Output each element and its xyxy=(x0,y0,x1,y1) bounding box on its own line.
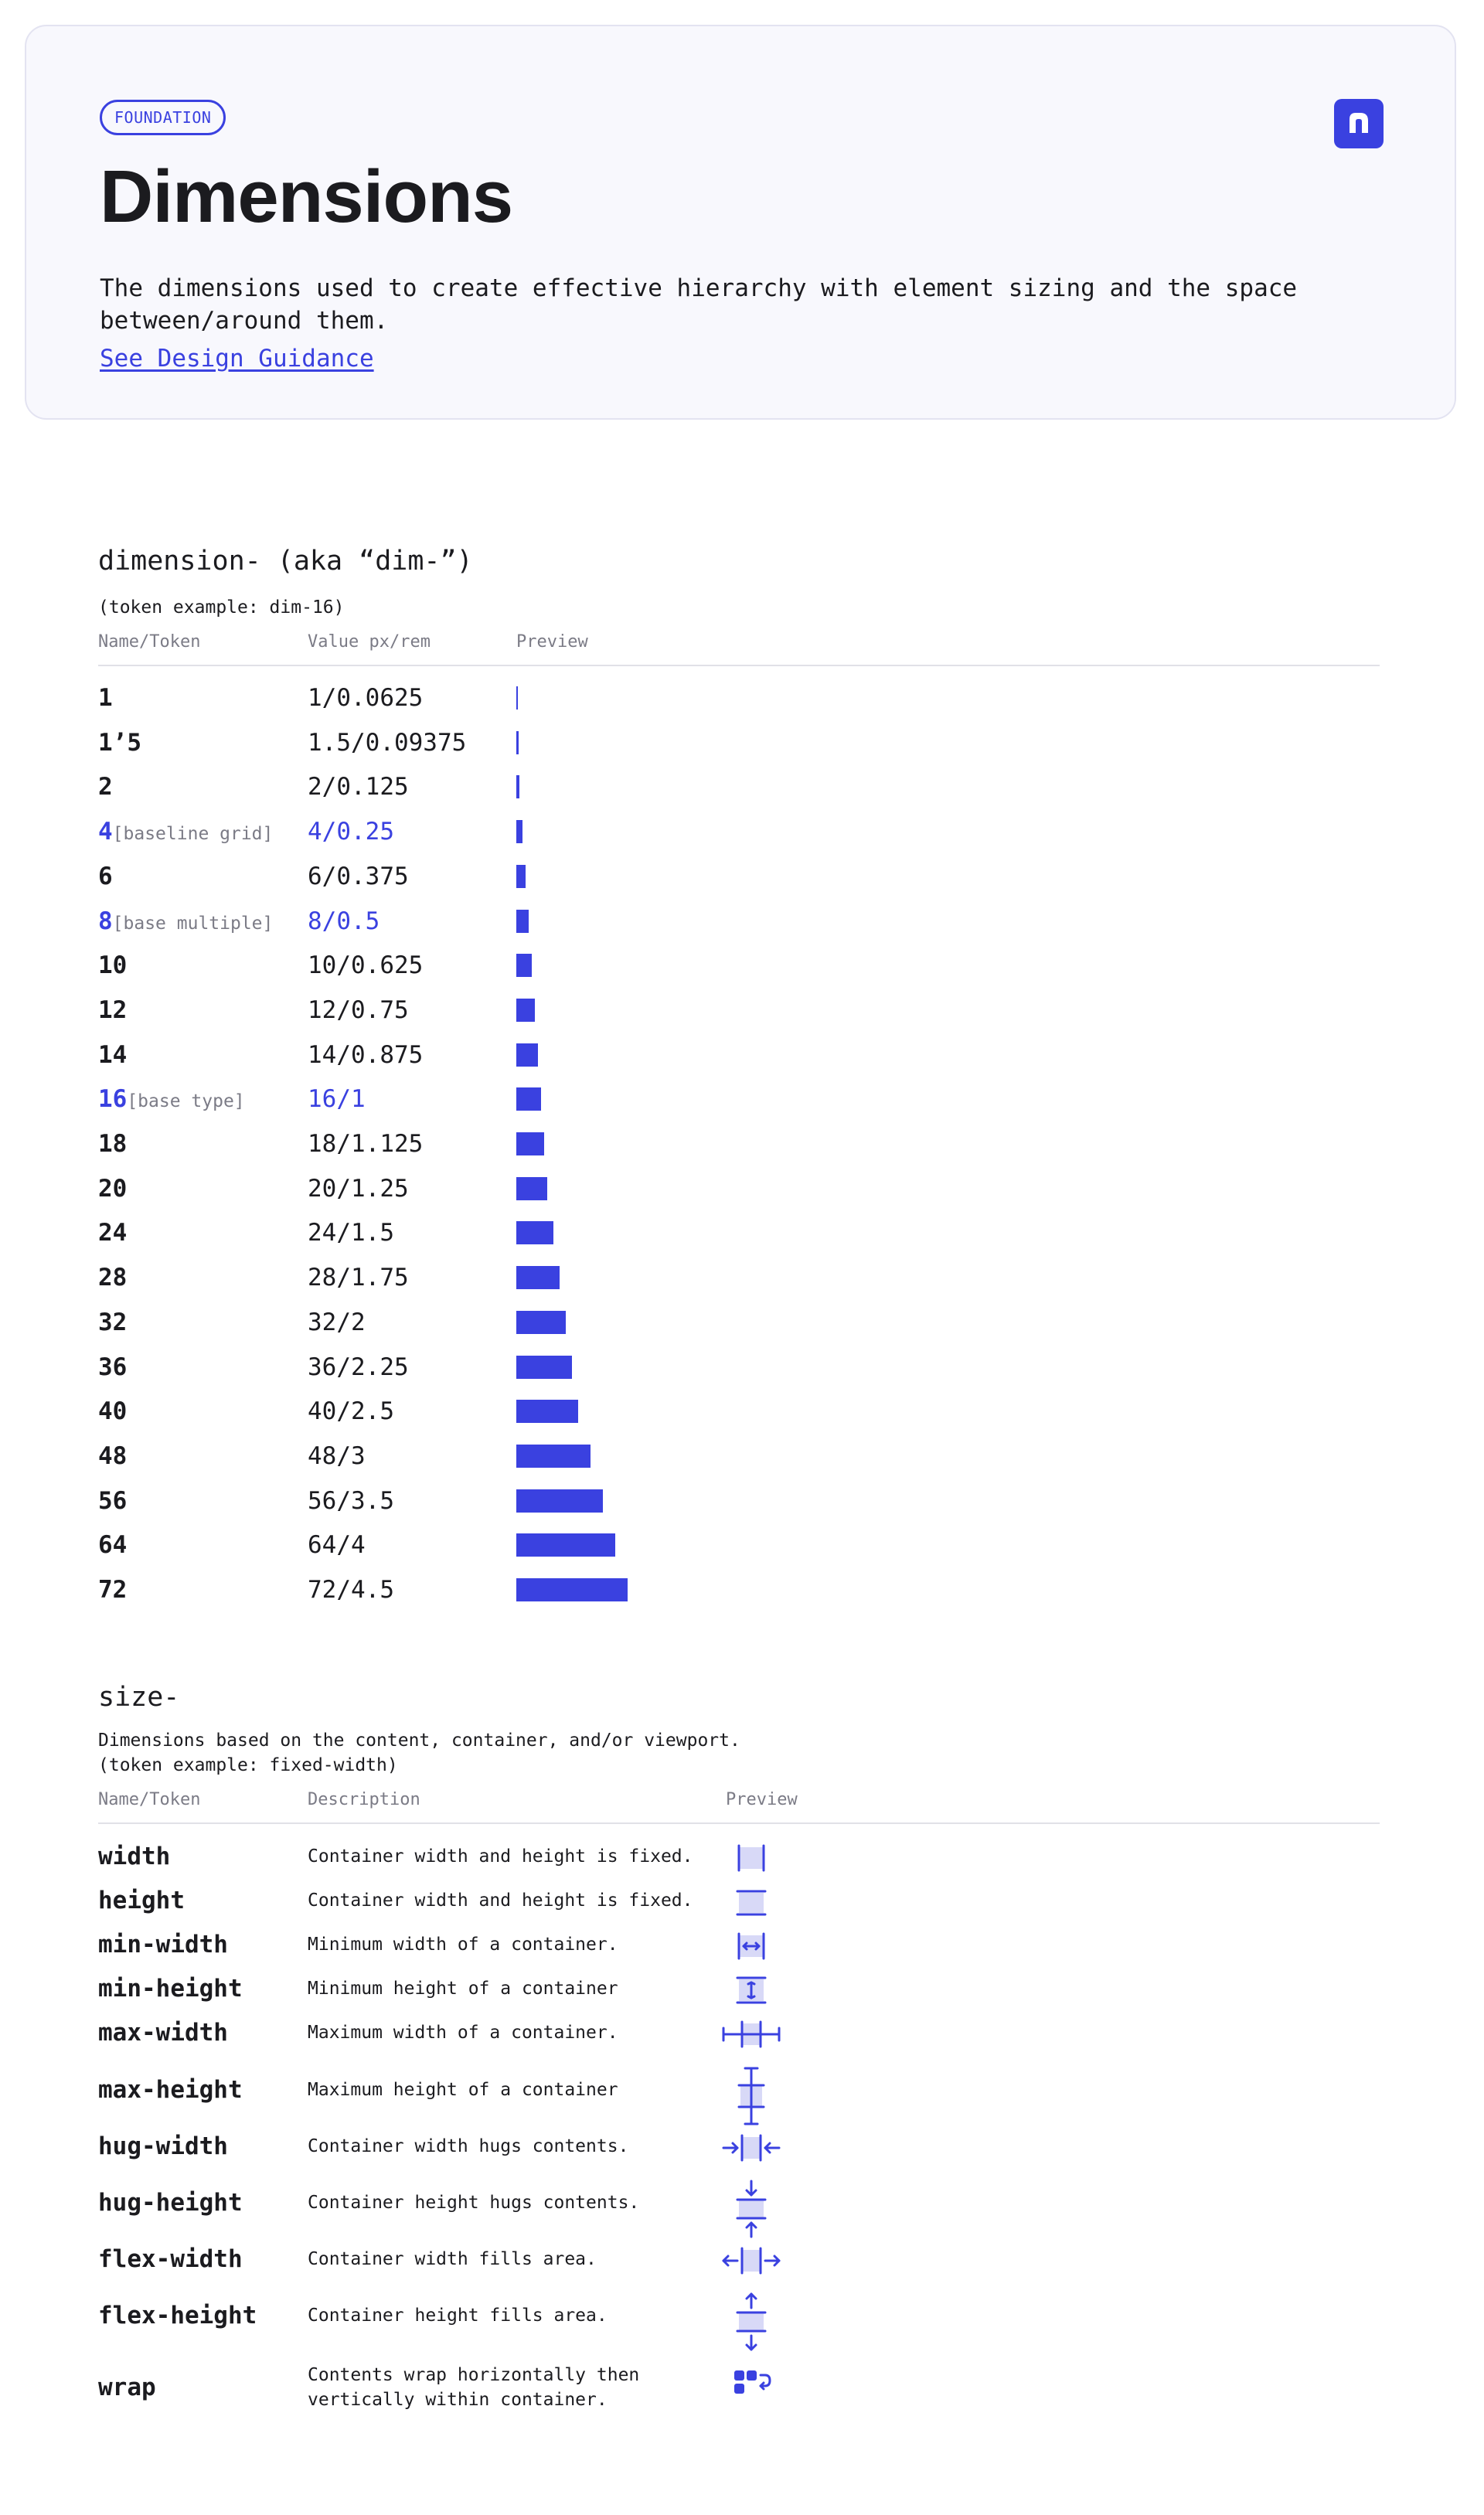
dimension-row xyxy=(98,1434,1380,1479)
dimension-row xyxy=(98,1389,1380,1434)
dimension-token-name xyxy=(98,1434,127,1479)
dimension-token-value: 2/0.125 xyxy=(308,773,409,801)
dimension-token-label: 10 xyxy=(98,951,128,980)
dimension-row xyxy=(98,720,1380,765)
dimension-row xyxy=(98,899,1380,944)
dimension-token-value: 28/1.75 xyxy=(308,1264,409,1292)
size-row xyxy=(98,1887,1380,1933)
size-token-name: min-height xyxy=(98,1975,243,2003)
dimension-token-value: 32/2 xyxy=(308,1308,366,1336)
dimension-row xyxy=(98,1567,1380,1612)
dimension-token-label: 4 xyxy=(98,818,113,846)
dimension-token-label: 18 xyxy=(98,1130,128,1158)
dimension-token-name xyxy=(98,809,273,856)
dimension-token-value: 14/0.875 xyxy=(308,1040,424,1069)
dimension-preview-bar xyxy=(516,1087,541,1111)
dimension-token-label: 48 xyxy=(98,1441,128,1470)
dimension-preview-bar xyxy=(516,865,526,888)
dimension-token-name xyxy=(98,1121,127,1166)
size-token-name: hug-width xyxy=(98,2132,228,2160)
dimension-token-name xyxy=(98,764,113,809)
dimension-token-value: 24/1.5 xyxy=(308,1219,394,1247)
dimension-preview-bar xyxy=(516,775,519,798)
fixed-width-icon xyxy=(720,1843,782,1877)
size-token-description: Container width fills area. xyxy=(308,2249,597,2269)
size-description: Dimensions based on the content, container, and/or viewport. (token example: fixed-width) xyxy=(98,1731,740,1775)
dimension-token-label: 2 xyxy=(98,773,113,801)
dimension-token-value: 18/1.125 xyxy=(308,1130,424,1158)
dimension-token-value: 10/0.625 xyxy=(308,951,424,980)
dimension-preview-bar xyxy=(516,1132,544,1155)
dimension-token-label: 56 xyxy=(98,1486,128,1515)
dimension-row xyxy=(98,676,1380,720)
size-section-title: size- xyxy=(98,1682,180,1713)
min-height-icon xyxy=(720,1975,782,2009)
dimension-token-name xyxy=(98,1033,127,1077)
dimension-token-name xyxy=(98,1523,127,1567)
dimension-token-value: 4/0.25 xyxy=(308,818,394,846)
size-row xyxy=(98,1931,1380,1977)
dimension-token-name xyxy=(98,1300,127,1345)
dimension-token-name xyxy=(98,1210,127,1255)
min-width-icon xyxy=(720,1931,782,1965)
dimension-token-label: 8 xyxy=(98,907,113,935)
dimension-preview-bar xyxy=(516,1578,628,1601)
dimension-token-name xyxy=(98,1389,127,1434)
dimension-token-name xyxy=(98,1345,127,1390)
size-token-description: Container height fills area. xyxy=(308,2306,608,2326)
brand-logo-icon[interactable] xyxy=(1334,99,1384,148)
dimension-row xyxy=(98,1255,1380,1300)
dimension-preview-bar xyxy=(516,1356,572,1379)
dimension-preview-bar xyxy=(516,686,518,710)
dimension-preview-bar xyxy=(516,1400,578,1423)
fixed-height-icon xyxy=(720,1887,782,1921)
dimension-preview-bar xyxy=(516,820,522,843)
dimension-preview-bar xyxy=(516,1043,538,1067)
dimension-token-label: 28 xyxy=(98,1264,128,1292)
dimension-token-example: (token example: dim-16) xyxy=(98,597,345,618)
dimension-row xyxy=(98,854,1380,899)
dimension-preview-bar xyxy=(516,1221,553,1244)
size-row xyxy=(98,2132,1380,2179)
dimension-token-name xyxy=(98,1479,127,1523)
dimension-preview-bar xyxy=(516,999,535,1022)
dimension-token-label: 6 xyxy=(98,862,113,890)
dimension-token-value: 40/2.5 xyxy=(308,1397,394,1426)
dimension-header-divider xyxy=(98,665,1380,666)
dimension-token-label: 24 xyxy=(98,1219,128,1247)
dimension-token-name xyxy=(98,899,273,946)
dimension-row xyxy=(98,1077,1380,1121)
dimension-token-note: [baseline grid] xyxy=(112,824,274,845)
dimension-row xyxy=(98,1033,1380,1077)
dimension-token-name xyxy=(98,854,113,899)
page-title: Dimensions xyxy=(100,155,513,238)
dimension-token-name xyxy=(98,720,141,765)
dimension-token-value: 64/4 xyxy=(308,1531,366,1560)
dimension-token-name xyxy=(98,988,127,1033)
dimension-preview-bar xyxy=(516,1266,560,1289)
dimension-token-label: 12 xyxy=(98,995,128,1024)
dimension-token-label: 1’5 xyxy=(98,728,141,757)
dimension-col-value: Value px/rem xyxy=(308,632,431,652)
size-token-name: hug-height xyxy=(98,2189,243,2217)
size-token-description: Minimum width of a container. xyxy=(308,1935,618,1955)
dimension-row xyxy=(98,1210,1380,1255)
dimension-col-preview: Preview xyxy=(516,632,588,652)
size-col-preview: Preview xyxy=(726,1790,798,1809)
size-token-name: wrap xyxy=(98,2374,156,2401)
size-row xyxy=(98,2189,1380,2235)
size-token-name: width xyxy=(98,1843,171,1870)
dimension-row xyxy=(98,764,1380,809)
dimension-row xyxy=(98,1479,1380,1523)
hug-height-icon xyxy=(720,2178,782,2243)
dimension-token-label: 64 xyxy=(98,1531,128,1560)
dimension-token-value: 20/1.25 xyxy=(308,1174,409,1203)
dimension-token-value: 12/0.75 xyxy=(308,995,409,1024)
size-col-name: Name/Token xyxy=(98,1790,201,1809)
dimension-token-label: 14 xyxy=(98,1040,128,1069)
dimension-token-note: [base type] xyxy=(127,1091,245,1112)
dimension-token-name xyxy=(98,676,113,720)
design-guidance-link[interactable]: See Design Guidance xyxy=(100,345,374,373)
dimension-token-value: 48/3 xyxy=(308,1441,366,1470)
dimension-preview-bar xyxy=(516,1311,566,1334)
size-row xyxy=(98,2076,1380,2122)
size-row xyxy=(98,2361,1380,2408)
dimension-row xyxy=(98,988,1380,1033)
size-token-description: Maximum height of a container xyxy=(308,2080,618,2100)
dimension-token-label: 36 xyxy=(98,1353,128,1381)
dimension-token-name xyxy=(98,1166,127,1211)
dimension-token-value: 1.5/0.09375 xyxy=(308,728,467,757)
size-token-description: Container width hugs contents. xyxy=(308,2136,629,2156)
dimension-token-label: 40 xyxy=(98,1397,128,1426)
size-token-description: Maximum width of a container. xyxy=(308,2023,618,2043)
dimension-section-title: dimension- (aka “dim-”) xyxy=(98,546,473,577)
dimension-preview-bar xyxy=(516,1489,603,1513)
dimension-token-note: [base multiple] xyxy=(112,913,274,934)
size-token-description: Minimum height of a container xyxy=(308,1979,618,1999)
dimension-preview-bar xyxy=(516,1445,591,1468)
header-card xyxy=(25,25,1456,420)
flex-height-icon xyxy=(720,2291,782,2356)
dimension-token-value: 16/1 xyxy=(308,1085,366,1114)
dimension-token-value: 72/4.5 xyxy=(308,1576,394,1604)
dimension-token-value: 8/0.5 xyxy=(308,907,380,935)
size-row xyxy=(98,1975,1380,2021)
dimension-token-value: 36/2.25 xyxy=(308,1353,409,1381)
size-row xyxy=(98,2302,1380,2348)
dimension-row xyxy=(98,1121,1380,1166)
size-row xyxy=(98,2245,1380,2292)
size-token-name: max-width xyxy=(98,2019,228,2047)
dimension-token-label: 16 xyxy=(98,1085,128,1114)
size-token-name: height xyxy=(98,1887,185,1914)
size-token-description: Contents wrap horizontally then vertically within container. xyxy=(308,2365,640,2410)
max-width-icon xyxy=(720,2019,782,2053)
wrap-icon xyxy=(720,2367,782,2401)
page-description: The dimensions used to create effective hierarchy with element sizing and the space between/around them. xyxy=(100,274,1298,335)
size-header-divider xyxy=(98,1822,1380,1824)
dimension-token-value: 6/0.375 xyxy=(308,862,409,890)
hug-width-icon xyxy=(720,2132,782,2166)
dimension-preview-bar xyxy=(516,1177,547,1200)
dimension-col-name: Name/Token xyxy=(98,632,201,652)
dimension-token-name xyxy=(98,1567,127,1612)
size-token-description: Container height hugs contents. xyxy=(308,2193,640,2213)
dimension-row xyxy=(98,1345,1380,1390)
dimension-row xyxy=(98,1300,1380,1345)
foundation-badge: FOUNDATION xyxy=(100,100,226,135)
dimension-token-name xyxy=(98,943,127,988)
size-token-description: Container width and height is fixed. xyxy=(308,1891,693,1911)
size-col-description: Description xyxy=(308,1790,420,1809)
flex-width-icon xyxy=(720,2245,782,2279)
dimension-preview-bar xyxy=(516,954,532,977)
max-height-icon xyxy=(720,2065,782,2130)
size-row xyxy=(98,1843,1380,1889)
size-token-name: flex-width xyxy=(98,2245,243,2273)
dimension-row xyxy=(98,809,1380,854)
size-token-name: min-width xyxy=(98,1931,228,1959)
dimension-token-value: 56/3.5 xyxy=(308,1486,394,1515)
dimension-token-name xyxy=(98,1077,245,1124)
dimension-token-label: 20 xyxy=(98,1174,128,1203)
dimension-preview-bar xyxy=(516,910,529,933)
dimension-preview-bar xyxy=(516,1533,615,1557)
size-token-description: Container width and height is fixed. xyxy=(308,1846,693,1867)
dimension-token-label: 1 xyxy=(98,684,113,712)
size-row xyxy=(98,2019,1380,2065)
dimension-token-label: 72 xyxy=(98,1576,128,1604)
size-token-name: flex-height xyxy=(98,2302,257,2330)
size-token-name: max-height xyxy=(98,2076,243,2104)
dimension-row xyxy=(98,1523,1380,1567)
dimension-row xyxy=(98,1166,1380,1211)
dimension-token-label: 32 xyxy=(98,1308,128,1336)
dimension-preview-bar xyxy=(516,731,519,754)
dimension-token-name xyxy=(98,1255,127,1300)
dimension-token-value: 1/0.0625 xyxy=(308,684,424,712)
dimension-row xyxy=(98,943,1380,988)
